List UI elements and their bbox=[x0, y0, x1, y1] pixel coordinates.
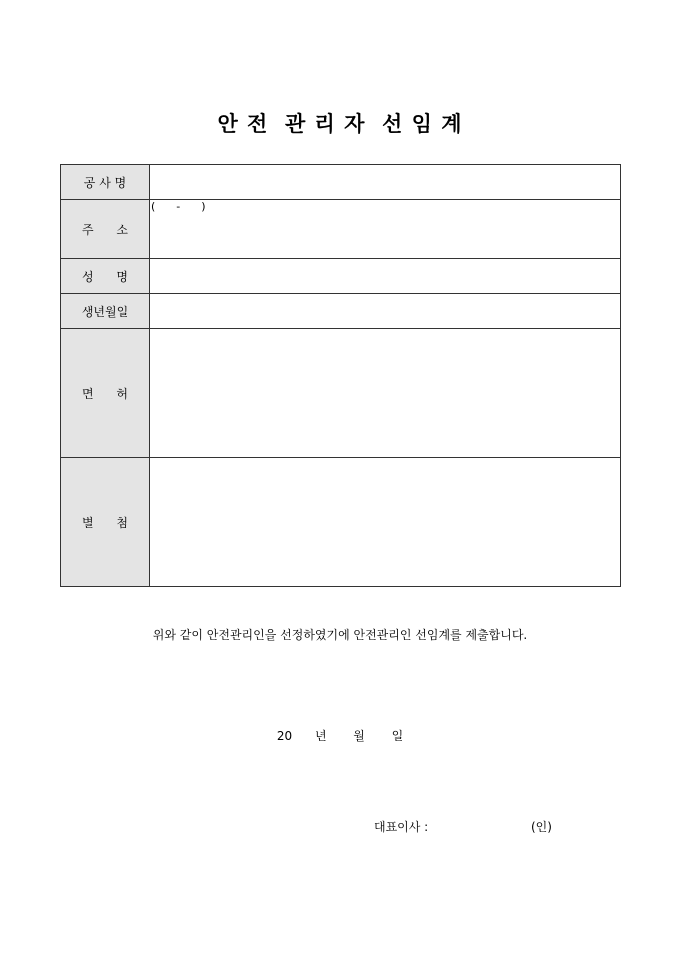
seal-mark: (인) bbox=[531, 820, 552, 834]
table-row bbox=[61, 458, 621, 587]
project-name-field[interactable] bbox=[150, 165, 621, 200]
table-row bbox=[61, 165, 621, 200]
row-label-license: 면 허 bbox=[61, 329, 150, 458]
license-field[interactable] bbox=[150, 329, 621, 458]
name-field[interactable] bbox=[150, 259, 621, 294]
address-field[interactable] bbox=[150, 200, 621, 259]
birth-date-field[interactable] bbox=[150, 294, 621, 329]
postal-code-placeholder: ( - ) bbox=[151, 200, 206, 213]
table-row bbox=[61, 329, 621, 458]
table-row bbox=[61, 200, 621, 259]
date-line: 20 년 월 일 bbox=[276, 729, 404, 743]
row-label-name: 성 명 bbox=[61, 259, 150, 294]
appointment-form-table bbox=[60, 164, 621, 587]
row-label-attachment: 별 첨 bbox=[61, 458, 150, 587]
attachment-field[interactable] bbox=[150, 458, 621, 587]
document-title: 안 전 관 리 자 선 임 계 bbox=[217, 111, 463, 136]
row-label-address: 주 소 bbox=[61, 200, 150, 259]
table-row bbox=[61, 259, 621, 294]
row-label-project-name: 공 사 명 bbox=[61, 165, 150, 200]
row-label-birth-date: 생년월일 bbox=[61, 294, 150, 329]
representative-label: 대표이사 : bbox=[374, 820, 429, 834]
submission-statement: 위와 같이 안전관리인을 선정하였기에 안전관리인 선임계를 제출합니다. bbox=[152, 628, 528, 642]
table-row bbox=[61, 294, 621, 329]
